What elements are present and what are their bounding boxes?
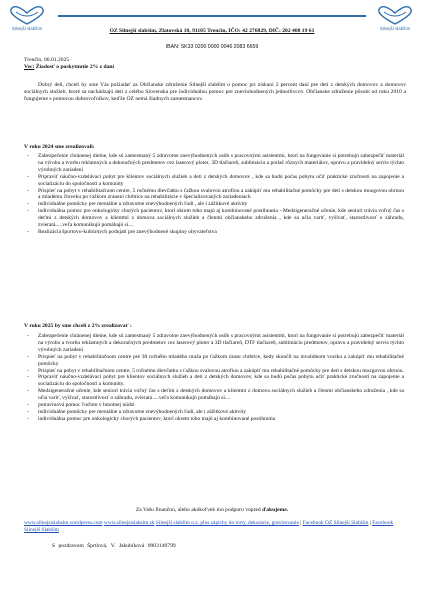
facebook-link[interactable]: Facebook OZ Silnejší Slabším <box>302 520 369 526</box>
tagline-link[interactable]: Silnejší slabším o.z. plus zápichy do torty, dekorácie, gravírovanie <box>155 520 299 526</box>
section-2025-title: V roku 2025 by sme chceli z 2% zrealizovať : <box>24 323 132 329</box>
signoff: S pozdravom Šprtlová, V. Jakubíková 0903140799 <box>52 543 176 549</box>
list-item: - individuálne pomôcky pre mentálne a zdravotne znevýhodnených ľudí, ale i zážitkové aktivity <box>24 409 404 416</box>
heart-hands-logo-icon <box>372 4 418 26</box>
logo-right-text: Silnejší slabším <box>379 26 411 31</box>
letter-subject <box>24 64 406 71</box>
subject-text: Žiadosť o poskytnutie 2% z daní <box>35 64 115 70</box>
list-item: - Prispieť na pobyt v rehabilitačnom centre pre 30 ročného mladého muža po ťažkom úraze chrbtice, kedy skončil na invalidnom vozíku a zakúpiť mu rehabilitačné pomôcky <box>24 354 404 368</box>
intro-paragraph: Dobrý deň, chceli by sme Vás požiadať za Občianske združenie Silnejší slabším o pomoc pri získaní 2 percent daní pre deti z detských domovov a domovov sociálnych služieb, ktoré sa nachádzajú deti z celého Slovenska pre individuálnu pomoc pre zneviohodnených jednotlivcov. Občianske združenie pôsobí od roku 2010 a fungujeme s pomocou dobrovoľníkov, keďže OZ nemá žiadnych zamestnancov. <box>24 82 406 103</box>
list-item: - Pripraviť náučno-vzdelávací pobyt pre klientov sociálnych služieb a deti z detských domovov, kde sa budú počas pobytu učiť praktické zručnosti na zapojenie a socializáciu do spoločnosti a komunity. <box>24 374 404 388</box>
organization-address: OZ Silnejší slabším, Zlatovská 10, 91105 Trenčín, IČO: 42 276829, DIČ: 202 408 19 61 <box>109 28 315 34</box>
list-item: - Realizácia športovo-kultúrnych podujatí pre znevýhodnené skupiny obyvateľstva <box>24 229 404 236</box>
header-divider <box>58 15 366 17</box>
list-item: - Zabezpečenie chránenej dielne, kde sú zamestnaný 5 zdravotne znevýhodnených osôb s pracovnými asistentmi, ktorí na fungovanie si potrebujú zabezpečiť materiál na výrobu a tvorbu reklamných a dekoračných predmetov cez laserový ploter, 3D tlačiareň, sublimáciu a potlač rôznych materiálov, opravu a pravidelný servis týchto výrobných zariadení <box>24 153 404 174</box>
heart-hands-logo-icon <box>4 4 50 26</box>
facebook-link-2[interactable]: Facebook Silnejší Slabším <box>24 520 394 533</box>
list-item: - individuálna pomoc pre onkologicky chorých pacientov, ktorí okrem toho majú aj kombinované postihnutia - Medzigeneračné učenie, kde seniori trávia voľný čas s deťmi z detských domovov a klientmi z domova sociálnych služieb a členmi občianskeho združenia , kde sa učia variť, vyšívať, starostlivosť o záhradu, zvieratá.....veľa komunikujú pomáhajú si.... <box>24 208 404 229</box>
footer-links: www.silnejsislabsim.wordpress.com www.silnejsislabsim.sk Silnejší slabším o.z. plus zápichy do torty, dekorácie, gravírovanie | Facebook OZ Silnejší Slabším | Facebook Silnejší Slabším <box>24 520 394 533</box>
list-item: - individuálne pomôcky pre mentálne a zdravotne znevýhodnených ľudí , ale i zážitkové aktivity <box>24 201 404 208</box>
logo-left-text: Silnejší slabším <box>11 26 43 31</box>
list-item: - Prispieť na pobyt v rehabilitačnom centre, 5 ročnému dievčatku s ťažkou svalovou atrofiou a zakúpiť mu rehabilitačné pomôcky pre deti s detskou mozgovou obrnou. <box>24 368 404 375</box>
section-2024-list <box>24 153 404 236</box>
thanks-bold: ďakujeme. <box>262 507 289 513</box>
thanks-line <box>0 507 424 513</box>
website-link[interactable]: www.silnejsislabsim.wordpress.com <box>24 520 103 526</box>
list-item: - Medzigeneračné učenie, kde seniori trávia voľný čas s deťmi z detských domovov a klientmi z domova sociálnych služieb a členmi občianskeho združenia , kde sa učia variť, vyšívať, starostlivosť o záhradu, zvieratá.....veľa komunikujú pomáhajú si.... <box>24 388 404 402</box>
logo-left <box>4 4 50 34</box>
letter-date: Trenčín, 06.01.2025 <box>24 57 70 63</box>
list-item: - Prispieť na pobyt v rehabilitačnom centre, 5 ročnému dievčatku s ťažkou svalovou atrofiou a zakúpiť mu rehabilitačné pomôcky pre deti s detskou mozgovou obrnou a mladému človeku po ťažkom zranení chrbtice na rehabilitácie v špecializovaných zariadeniach <box>24 188 404 202</box>
section-2025-list <box>24 333 404 423</box>
logo-right <box>372 4 418 34</box>
list-item: - individuálna pomoc pre onkologicky chorých pacientov, ktorí okrem toho majú aj kombinované postihnutia <box>24 416 404 423</box>
section-2024-title: V roku 2024 sme zrealizovali: <box>24 144 95 150</box>
subject-prefix: Vec: <box>24 64 35 70</box>
iban-line: IBAN: SK33 0200 0000 0046 2083 6659 <box>165 44 259 50</box>
list-item: - potravinová pomoc ľuďom v hmotnej núdzi <box>24 402 404 409</box>
list-item: - Pripraviť náučno-vzdelávací pobyt pre klientov sociálnych služieb a deti z detských domovov , kde sa budú počas pobytu učiť praktické zručnosti na zapojenie a socializáciu do spoločnosti a komunity <box>24 174 404 188</box>
list-item: - Zabezpečenie chránenej dielne, kde sú zamestnaný 5 zdravotne znevýhodnených osôb s pracovnými asistentmi, ktorí na fungovanie si potrebujú zabezpečiť materiál na výrobu a tvorbu reklamných a dekoračných predmetov cez laserový ploter a 3D tlačiareň, DTF tlačiareň, sublimáciu predmetov, opravu a pravidelný servis týchto výrobných zariadení <box>24 333 404 354</box>
thanks-text: Za Vašu finančnú, alebo akúkoľvek inú podporu vopred <box>135 507 261 513</box>
site-link[interactable]: www.silnejsislabsim.sk <box>103 520 155 526</box>
